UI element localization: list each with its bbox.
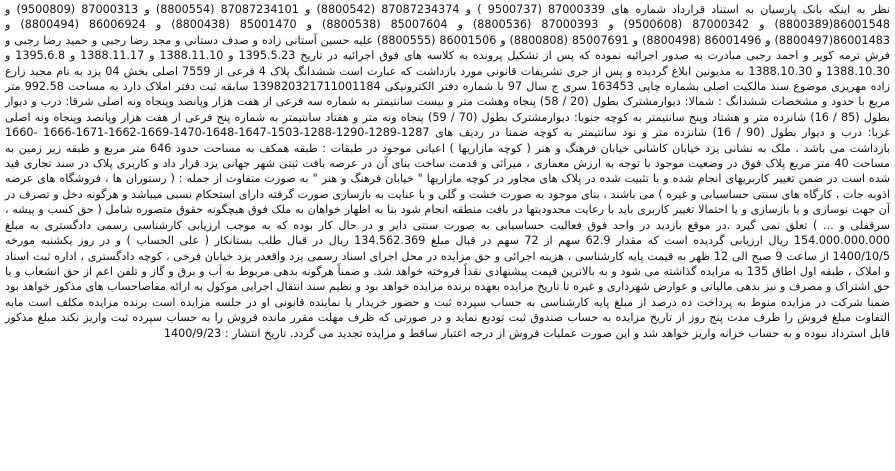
notice-body-text: نظر به اینکه بانک پارسیان به استناد قرارداد شماره های 87000339 (9500737 ) و 87087234374 (8800542) و 87087234101 (8800554) و 87000313 (9500809) و 86001548(8800389) و 87000342 (9500608) و 87000393 (8800536) و 85007604 (8800538) و 85001470 (8800438) و 86006924 (8800494) و 86001483(8800497) و 86001496 (8800498) و 85007691 (8800808) و 86001506 (8800555) علیه حسین آستانی زاده و صدف دستانی و مجد رضا رجبی و حمید رضا رجبی و فرش ترمه کویر و احمد رجبی مبادرت به صدور اجرائیه نموده که پس از تشکیل پرونده به کلاسه های فوق اجرائیه در تاریخ 1395.5.23 و 1388.11.10 و 1388.11.17 و 1395.6.8 و 1388.10.30 و 1388.10.30 به مدیونین ابلاغ گردیده و پس از جری تشریفات قانونی مورد بازداشت که عبارت است ششدانگ پلاک 4 فرعی از 7559 اصلی بخش 04 یزد به نام مجید زارع زاده مهریزی موضوع سند مالکیت اصلی بشماره چاپی 163453 سری ج سال 97 با شماره دفتر الکترونیکی 139820321711001184 سابقه ثبت دفتر املاک دارد به مساحت 992.58 متر مربع با حدود و مشخصات ششدانگ : شمالا: دیوارمشترک بطول (20 / 58) پنجاه وهشت متر و بیست سانتیمتر به شماره سه فرعی از هفت هزار وپانصد وپنجاه ونه اصلی شرقا: درب و دیوار بطول (85 / 16) شانزده متر و هشتاد وپنج سانتیمتر به کوچه جنوبا: دیوارمشترک بطول (70 / 59) پنجاه ونه متر و هفتاد سانتیمتر به شماره پنج فرعی از هفت هزار وپانصد وپنجاه ونه اصلی غربا: درب و دیوار بطول (90 / 16) شانزده متر و نود سانتیمتر به کوچه ضمنا در ردیف های 1287-1289-1290-1288-1503-1647-1648-1470-1669-1662-1671-1666 -1660 بازداشت می باشد . ملک به نشانی یزد خیابان کاشانی خیابان فرهنگ و هنر ( کوچه مازاریها ) اعیانی موجود در طبقات : طبقه همکف به مساحت حدود 646 متر مربع و طبقه زیر زمین به مساحت 40 متر مربع پلاک فوق در وضعیت موجود با توجه به ارزش معماری ، میراثی و قدمت ساخت بنای آن در عرصه بافت ثبتی شهر جهانی یزد قرار داد و کاربری پلاک در سند تجاری قید شده است در ضمن تغییر کاربریهای انجام شده و با تثبیت شده در پلاک های مجاور در کوچه مازاریها " خیابان فرهنگ و هنر " به صورت متفاوت از جمله : ( رستوران ها ، فروشگاه های عرضه اذوبه جات ، کارگاه های سنتی حساسیابی و غیره ) می باشند ، بنای موجود به صورت خشت و گلی و با عنایت به بازسازی صورت گرفته دارای استحکام نسبی میباشد و هرگونه دخل و تصرف در آن جهت نوسازی و یا بازسازی و یا احتمالا تغییر کاربری باید با رعایت محدودیتها در بافت منطقه انجام شود بنا به اظهار خواهان به ملک فوق هیچگونه حقوق متصوره شامل ( حق کسب و پیشه ، سرقفلی و ... ) تعلق نمی گیرد .در موقع بازدید در واحد فوق فعالیت حساسیابی به صورت سنتی دایر و در حال کار بوده که به موجب ارزیابی کارشناسی رسمی دادگستری به مبلغ 154.000.000.000 ریال ارزیابی گردیده است که مقدار 62.9 سهم از 72 سهم در قبال مبلغ 134.562.369 ریال در قبال طلب بستانکار ( علی الحساب ) و در روز یکشنبه مورخه 1400/10/5 از ساعت 9 صبح الی 12 ظهر به قیمت پایه کارشناسی ، هزینه اجرائی و حق مزایده در محل اجرای اسناد رسمی یزد واقعدر یزد خیابان فرخی ، کوچه دادگستری ، اداره ثبت اسناد و املاک ، طبقه اول اطاق 135 به مزایده گذاشته می شود و به بالاترین قیمت پیشنهادی نقداً فروخته خواهد شد. و ضمناً هرگونه بدهی مربوط به آب و برق و گاز و تلفن اعم از حق انشعاب و یا حق اشتراک و مصرف و نیز بدهی مالیاتی و عوارض شهرداری و غیره تا تاریخ مزایده بعهده برنده مزایده خواهد بود و نظیم سند انتقال اجرایی موکول به ارائه مفاصاحساب های مذکور خواهد بود ضمنا شرکت در مزایده منوط به پرداخت ده درصد از مبلغ پایه کارشناسی به حساب سپرده ثبت و حضور خریدار یا نماینده قانونی او در جلسه مزایده است برنده مزایده مکلف است مابه التفاوت مبلغ فروش را ظرف مدت پنج روز از تاریخ مزایده به حساب صندوق ثبت تودیع نماید و در صورتی که ظرف مهلت مقرر مانده فروش را به حساب سپرده ثبت واریز نکند مبلغ مذکور قابل استرداد نبوده و به حساب خزانه واریز خواهد شد و این صورت عملیات فروش از درجه اعتبار ساقط و مزایده تجدید می گردد. تاریخ انتشار : 1400/9/23 — [5, 3, 891, 340]
